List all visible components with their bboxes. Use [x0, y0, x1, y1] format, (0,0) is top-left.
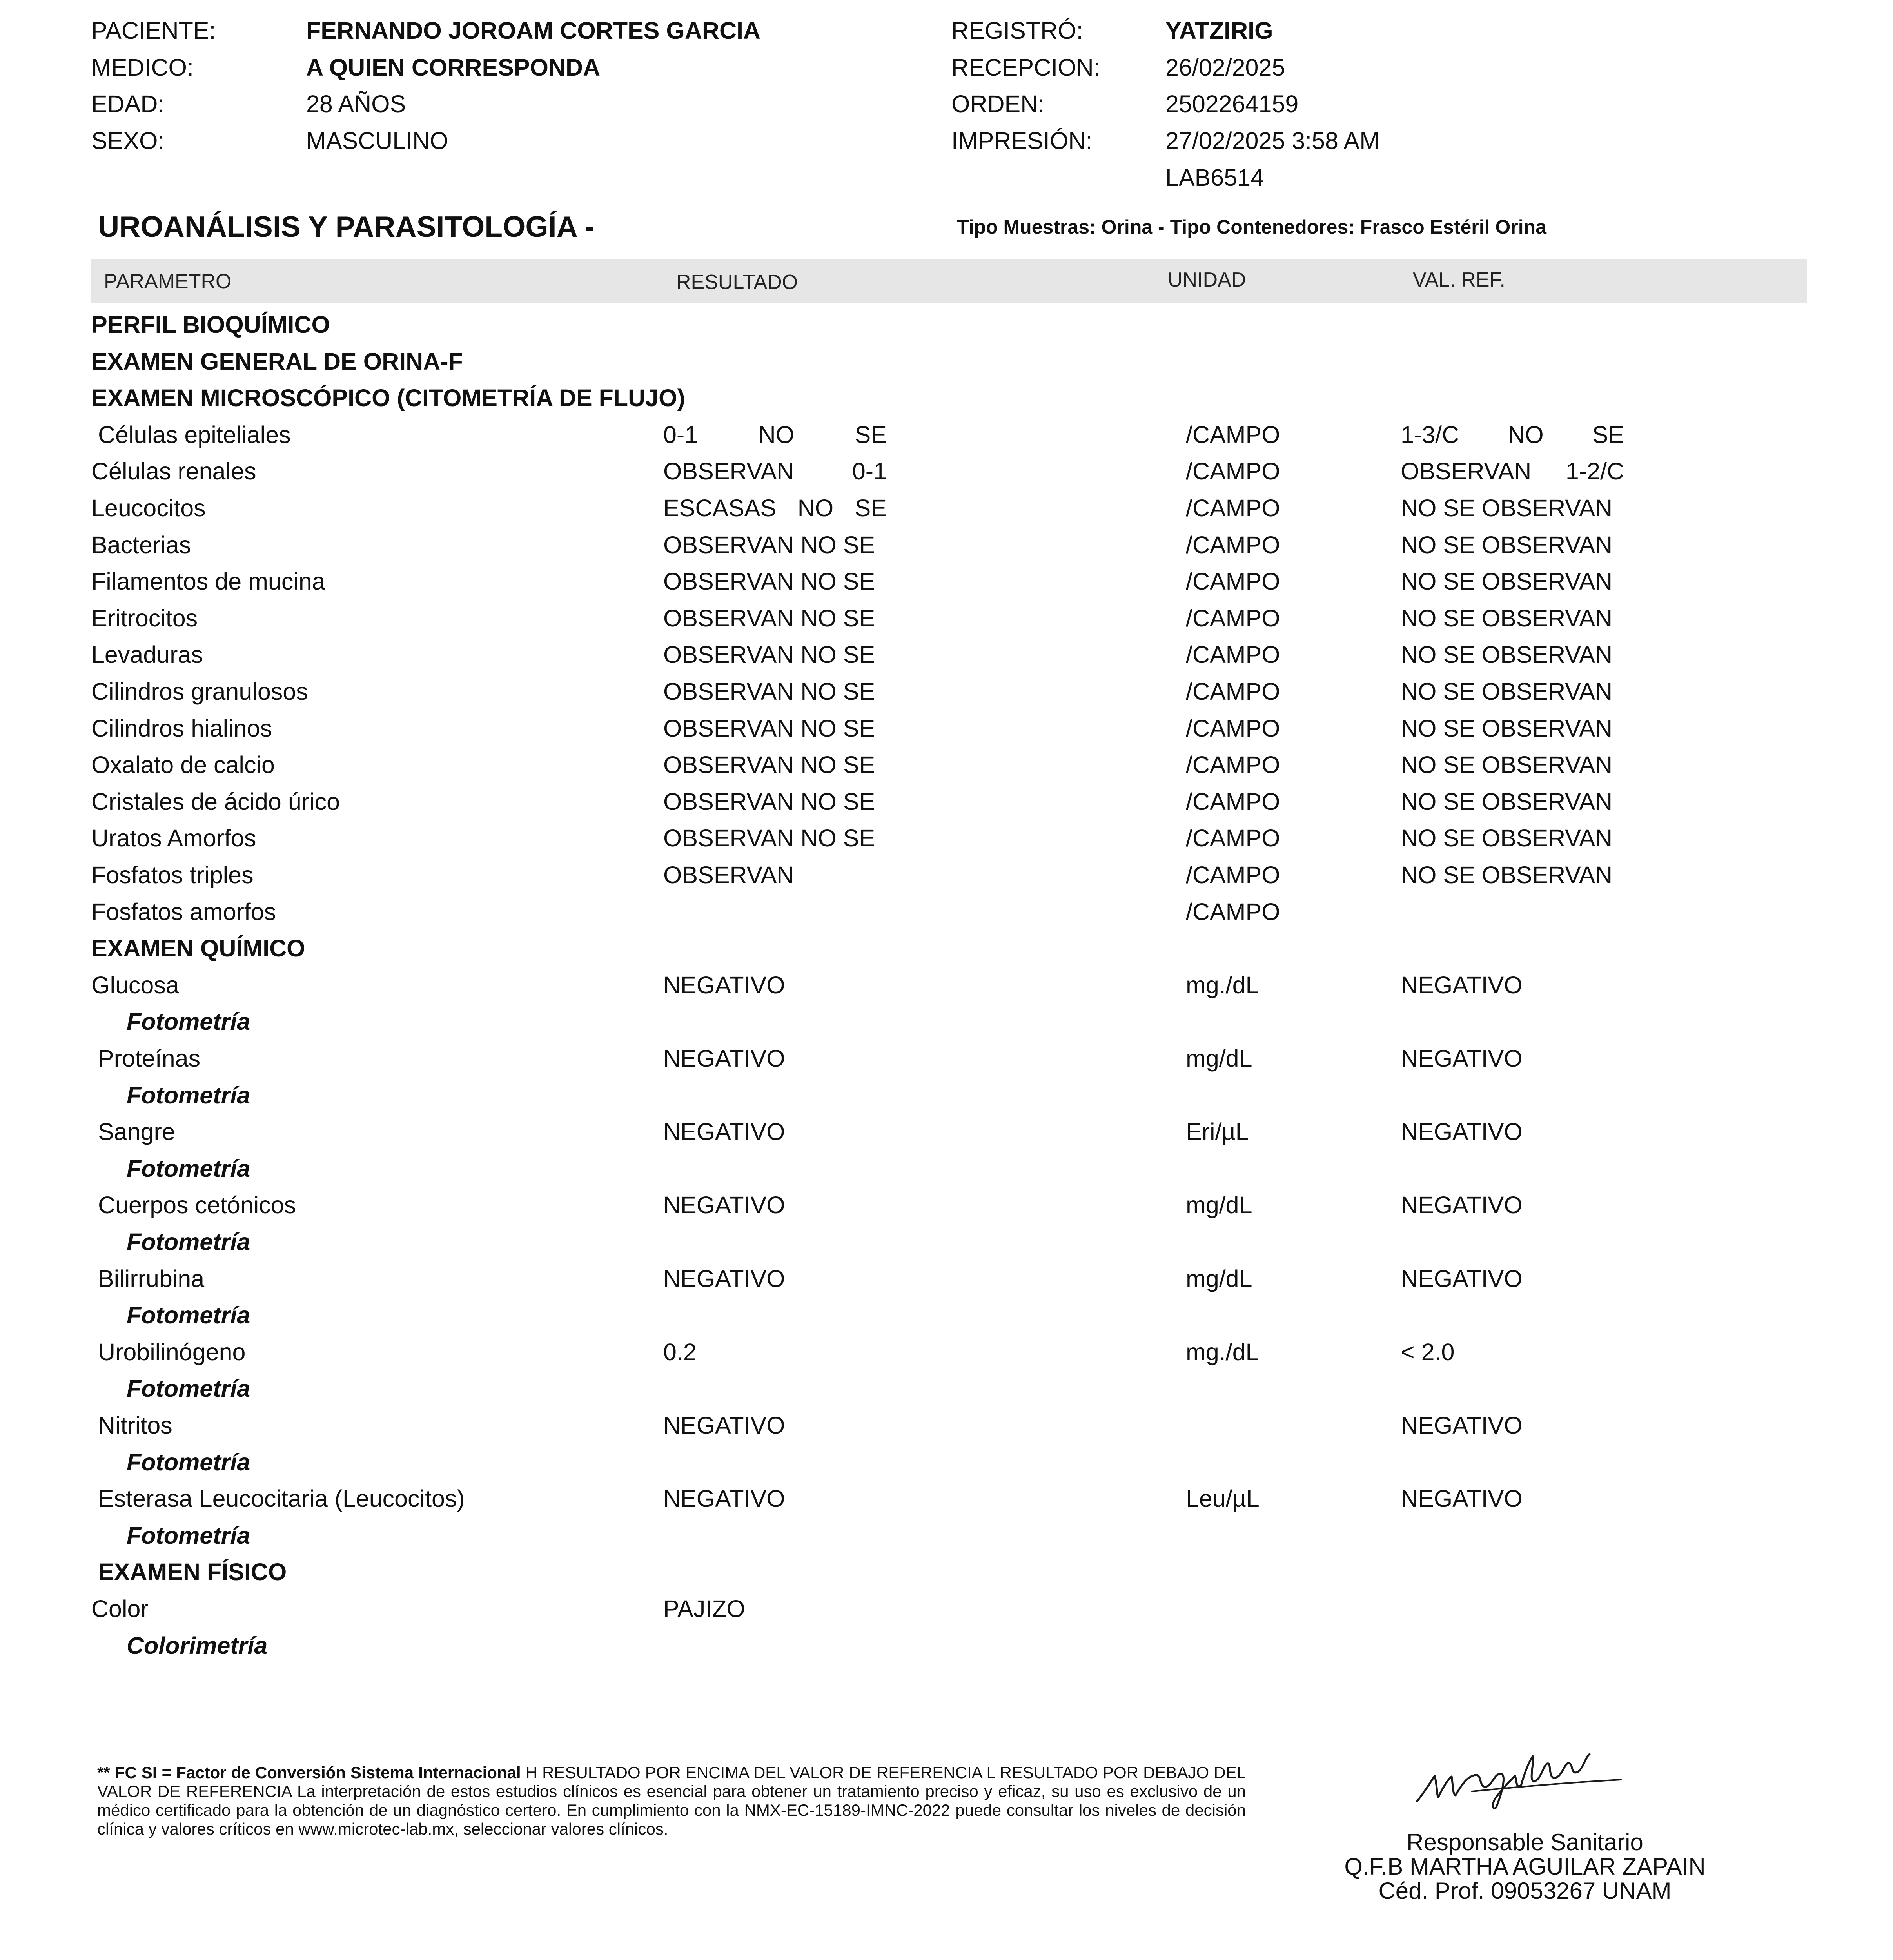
- ref-eritrocitos: NO SE OBSERVAN: [1401, 605, 1613, 632]
- value-reception: 26/02/2025: [1165, 54, 1285, 81]
- ref-cilindros-granulosos: NO SE OBSERVAN: [1401, 678, 1613, 705]
- result-uratos-amorfos: OBSERVAN NO SE: [663, 825, 875, 851]
- label-registered-by: REGISTRÓ:: [951, 17, 1083, 44]
- unit-sangre: Eri/µL: [1186, 1118, 1249, 1145]
- param-leucocitos: Leucocitos: [91, 495, 206, 521]
- unit-levaduras: /CAMPO: [1186, 641, 1280, 668]
- result-celulas-renales-part: 0-1: [852, 458, 887, 485]
- result-sangre: NEGATIVO: [663, 1118, 785, 1145]
- section-title: UROANÁLISIS Y PARASITOLOGÍA -: [98, 210, 595, 243]
- signature-name: Q.F.B MARTHA AGUILAR ZAPAIN: [1344, 1853, 1706, 1880]
- result-cuerpos-cetonicos: NEGATIVO: [663, 1192, 785, 1218]
- signature-role: Responsable Sanitario: [1407, 1829, 1643, 1855]
- param-cilindros-hialinos: Cilindros hialinos: [91, 715, 272, 742]
- unit-oxalato-de-calcio: /CAMPO: [1186, 751, 1280, 778]
- unit-bilirrubina: mg/dL: [1186, 1265, 1252, 1292]
- method-label: Fotometría: [127, 1082, 250, 1109]
- result-glucosa: NEGATIVO: [663, 972, 785, 998]
- result-esterasa-leucocitaria-leucocitos: NEGATIVO: [663, 1485, 785, 1512]
- result-celulas-epiteliales: [663, 421, 887, 448]
- param-oxalato-de-calcio: Oxalato de calcio: [91, 751, 275, 778]
- method-label: Fotometría: [127, 1522, 250, 1549]
- result-nitritos: NEGATIVO: [663, 1412, 785, 1439]
- footnote-text: H RESULTADO POR ENCIMA DEL VALOR DE REFERENCIA L RESULTADO POR DEBAJO DEL VALOR DE REFERENCIA La interpretación de estos estudios clínicos es esencial para obtener un tratamiento preciso y eficaz, su uso es exclusivo de un médico certificado para la obtención de un diagnóstico certero. En cumplimiento con la NMX-EC-15189-IMNC-2022 puede consultar los niveles de decisión clínica y valores críticos en www.microtec-lab.mx, seleccionar valores clínicos.: [97, 1763, 1246, 1838]
- param-esterasa-leucocitaria-leucocitos: Esterasa Leucocitaria (Leucocitos): [98, 1485, 465, 1512]
- ref-glucosa: NEGATIVO: [1401, 972, 1523, 998]
- method-label: Fotometría: [127, 1449, 250, 1475]
- footnote-lead: ** FC SI = Factor de Conversión Sistema Internacional: [97, 1763, 521, 1782]
- table-header: [91, 259, 1807, 303]
- result-leucocitos-part: SE: [855, 495, 887, 521]
- sample-info: Tipo Muestras: Orina - Tipo Contenedores: Frasco Estéril Orina: [957, 216, 1547, 238]
- result-celulas-epiteliales-part: SE: [855, 421, 887, 448]
- result-celulas-renales-part: OBSERVAN: [663, 458, 794, 485]
- method-label: Fotometría: [127, 1155, 250, 1182]
- ref-bilirrubina: NEGATIVO: [1401, 1265, 1523, 1292]
- unit-eritrocitos: /CAMPO: [1186, 605, 1280, 632]
- method-label: Colorimetría: [127, 1632, 268, 1659]
- param-fosfatos-amorfos: Fosfatos amorfos: [91, 898, 276, 925]
- ref-filamentos-de-mucina: NO SE OBSERVAN: [1401, 568, 1613, 595]
- ref-leucocitos: NO SE OBSERVAN: [1401, 495, 1613, 521]
- section-examen-microscopico-citometria-de-flujo: EXAMEN MICROSCÓPICO (CITOMETRÍA DE FLUJO): [91, 385, 685, 411]
- unit-esterasa-leucocitaria-leucocitos: Leu/µL: [1186, 1485, 1260, 1512]
- unit-glucosa: mg./dL: [1186, 972, 1259, 998]
- param-cuerpos-cetonicos: Cuerpos cetónicos: [98, 1192, 296, 1218]
- unit-cristales-de-acido-urico: /CAMPO: [1186, 788, 1280, 815]
- result-filamentos-de-mucina: OBSERVAN NO SE: [663, 568, 875, 595]
- param-levaduras: Levaduras: [91, 641, 203, 668]
- method-label: Fotometría: [127, 1375, 250, 1402]
- handwritten-signature: [1409, 1733, 1629, 1811]
- param-celulas-epiteliales: Células epiteliales: [98, 421, 291, 448]
- label-order: ORDEN:: [951, 91, 1045, 117]
- unit-filamentos-de-mucina: /CAMPO: [1186, 568, 1280, 595]
- ref-oxalato-de-calcio: NO SE OBSERVAN: [1401, 751, 1613, 778]
- label-sex: SEXO:: [91, 127, 165, 154]
- method-label: Fotometría: [127, 1229, 250, 1255]
- ref-celulas-renales-part: 1-2/C: [1565, 458, 1624, 485]
- result-leucocitos-part: ESCASAS: [663, 495, 777, 521]
- value-order: 2502264159: [1165, 91, 1299, 117]
- result-celulas-renales: [663, 457, 887, 485]
- header-ref: VAL. REF.: [1413, 269, 1506, 291]
- ref-celulas-epiteliales-part: 1-3/C: [1401, 421, 1459, 448]
- value-sex: MASCULINO: [306, 127, 448, 154]
- unit-cilindros-hialinos: /CAMPO: [1186, 715, 1280, 742]
- result-urobilinogeno: 0.2: [663, 1339, 697, 1365]
- ref-proteinas: NEGATIVO: [1401, 1045, 1523, 1072]
- unit-leucocitos: /CAMPO: [1186, 495, 1280, 521]
- ref-bacterias: NO SE OBSERVAN: [1401, 532, 1613, 558]
- result-bacterias: OBSERVAN NO SE: [663, 532, 875, 558]
- value-doctor: A QUIEN CORRESPONDA: [306, 54, 601, 81]
- unit-celulas-renales: /CAMPO: [1186, 458, 1280, 485]
- result-celulas-epiteliales-part: 0-1: [663, 421, 698, 448]
- result-leucocitos-part: NO: [797, 495, 834, 521]
- value-patient: FERNANDO JOROAM CORTES GARCIA: [306, 17, 761, 44]
- label-age: EDAD:: [91, 91, 165, 117]
- param-cilindros-granulosos: Cilindros granulosos: [91, 678, 308, 705]
- param-color: Color: [91, 1595, 149, 1622]
- result-cilindros-granulosos: OBSERVAN NO SE: [663, 678, 875, 705]
- result-leucocitos: [663, 494, 887, 522]
- unit-bacterias: /CAMPO: [1186, 532, 1280, 558]
- param-bilirrubina: Bilirrubina: [98, 1265, 205, 1292]
- ref-uratos-amorfos: NO SE OBSERVAN: [1401, 825, 1613, 851]
- label-doctor: MEDICO:: [91, 54, 194, 81]
- ref-cuerpos-cetonicos: NEGATIVO: [1401, 1192, 1523, 1218]
- unit-celulas-epiteliales: /CAMPO: [1186, 421, 1280, 448]
- ref-urobilinogeno: < 2.0: [1401, 1339, 1455, 1365]
- ref-sangre: NEGATIVO: [1401, 1118, 1523, 1145]
- result-celulas-epiteliales-part: NO: [758, 421, 795, 448]
- result-eritrocitos: OBSERVAN NO SE: [663, 605, 875, 632]
- footnote: [97, 1763, 1246, 1838]
- unit-fosfatos-amorfos: /CAMPO: [1186, 898, 1280, 925]
- param-uratos-amorfos: Uratos Amorfos: [91, 825, 256, 851]
- ref-esterasa-leucocitaria-leucocitos: NEGATIVO: [1401, 1485, 1523, 1512]
- result-fosfatos-triples: OBSERVAN: [663, 862, 794, 888]
- param-glucosa: Glucosa: [91, 972, 179, 998]
- ref-celulas-epiteliales: [1401, 421, 1624, 448]
- result-oxalato-de-calcio: OBSERVAN NO SE: [663, 751, 875, 778]
- ref-celulas-renales: [1401, 457, 1624, 485]
- param-eritrocitos: Eritrocitos: [91, 605, 198, 632]
- label-reception: RECEPCION:: [951, 54, 1100, 81]
- method-label: Fotometría: [127, 1008, 250, 1035]
- ref-fosfatos-triples: NO SE OBSERVAN: [1401, 862, 1613, 888]
- ref-cristales-de-acido-urico: NO SE OBSERVAN: [1401, 788, 1613, 815]
- value-lab-code: LAB6514: [1165, 164, 1264, 191]
- method-label: Fotometría: [127, 1302, 250, 1328]
- ref-cilindros-hialinos: NO SE OBSERVAN: [1401, 715, 1613, 742]
- result-color: PAJIZO: [663, 1595, 746, 1622]
- ref-levaduras: NO SE OBSERVAN: [1401, 641, 1613, 668]
- value-age: 28 AÑOS: [306, 91, 406, 117]
- section-perfil-bioquimico: PERFIL BIOQUÍMICO: [91, 311, 330, 338]
- ref-celulas-epiteliales-part: SE: [1592, 421, 1624, 448]
- label-patient: PACIENTE:: [91, 17, 216, 44]
- header-parameter: PARAMETRO: [104, 270, 232, 293]
- param-celulas-renales: Células renales: [91, 458, 256, 485]
- section-examen-fisico: EXAMEN FÍSICO: [98, 1559, 287, 1585]
- param-urobilinogeno: Urobilinógeno: [98, 1339, 246, 1365]
- ref-celulas-renales-part: OBSERVAN: [1401, 458, 1532, 485]
- section-examen-quimico: EXAMEN QUÍMICO: [91, 935, 305, 962]
- ref-celulas-epiteliales-part: NO: [1508, 421, 1544, 448]
- param-fosfatos-triples: Fosfatos triples: [91, 862, 254, 888]
- value-print-date: 27/02/2025 3:58 AM: [1165, 127, 1380, 154]
- unit-proteinas: mg/dL: [1186, 1045, 1252, 1072]
- result-cristales-de-acido-urico: OBSERVAN NO SE: [663, 788, 875, 815]
- param-nitritos: Nitritos: [98, 1412, 172, 1439]
- unit-fosfatos-triples: /CAMPO: [1186, 862, 1280, 888]
- ref-nitritos: NEGATIVO: [1401, 1412, 1523, 1439]
- result-cilindros-hialinos: OBSERVAN NO SE: [663, 715, 875, 742]
- param-sangre: Sangre: [98, 1118, 175, 1145]
- param-bacterias: Bacterias: [91, 532, 191, 558]
- param-cristales-de-acido-urico: Cristales de ácido úrico: [91, 788, 340, 815]
- header-result: RESULTADO: [676, 271, 798, 294]
- unit-urobilinogeno: mg./dL: [1186, 1339, 1259, 1365]
- result-levaduras: OBSERVAN NO SE: [663, 641, 875, 668]
- value-registered-by: YATZIRIG: [1165, 17, 1273, 44]
- unit-cuerpos-cetonicos: mg/dL: [1186, 1192, 1252, 1218]
- unit-cilindros-granulosos: /CAMPO: [1186, 678, 1280, 705]
- param-filamentos-de-mucina: Filamentos de mucina: [91, 568, 325, 595]
- header-unit: UNIDAD: [1168, 269, 1246, 291]
- unit-uratos-amorfos: /CAMPO: [1186, 825, 1280, 851]
- result-bilirrubina: NEGATIVO: [663, 1265, 785, 1292]
- result-proteinas: NEGATIVO: [663, 1045, 785, 1072]
- label-print-date: IMPRESIÓN:: [951, 127, 1093, 154]
- param-proteinas: Proteínas: [98, 1045, 201, 1072]
- section-examen-general-de-orina-f: EXAMEN GENERAL DE ORINA-F: [91, 348, 463, 375]
- signature-license: Céd. Prof. 09053267 UNAM: [1378, 1878, 1672, 1904]
